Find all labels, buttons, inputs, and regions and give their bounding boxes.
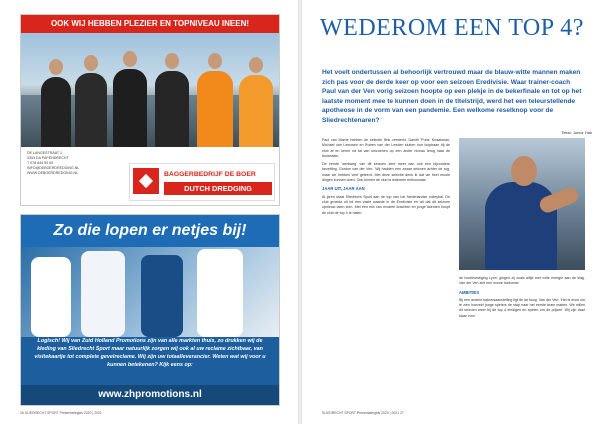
de-boer-logo <box>129 163 275 201</box>
worker-figure <box>75 73 107 147</box>
player-figure <box>81 251 125 337</box>
worker-figure <box>239 75 273 147</box>
worker-figure <box>155 71 189 147</box>
logo-company-name: BAGGERBEDRIJF DE BOER <box>164 171 256 178</box>
promotions-url[interactable]: www.zhpromotions.nl <box>21 385 279 405</box>
article-column-2 <box>459 276 585 408</box>
workers-photo <box>21 33 279 147</box>
worker-figure <box>113 69 147 147</box>
worker-head <box>249 57 263 73</box>
worker-head <box>165 53 179 69</box>
worker-head <box>123 51 137 67</box>
right-page-footer: SLIEDRECHT SPORT Presentatiegids 2020 | 2021 27 <box>322 411 404 415</box>
player-figure <box>31 257 71 337</box>
left-page <box>0 0 298 424</box>
worker-head <box>84 55 98 71</box>
worker-head <box>49 59 63 75</box>
promotions-ad-headline: Zo die lopen er netjes bij! <box>21 215 279 247</box>
contact-line: WWW.DEBOERDREDGING.NL <box>27 171 79 175</box>
coach-photo <box>459 138 585 270</box>
players-photo <box>21 247 279 337</box>
dredging-ad <box>20 14 280 206</box>
promotions-message: Logisch! Wij van Zuid Holland Promotions zijn van alle markten thuis, zo drukken wij de kleding van Sliedrecht Sport maar natuurlijk zorgen wij ook al uw reclame zichtbaar, van visitekaartje tot complete gevelreclame. Wij zijn uw totaalleverancier. Weten wat wij voor u kunnen betekenen? Kijk eens op: <box>34 338 266 368</box>
logo-tagline: DUTCH DREDGING <box>164 182 272 195</box>
worker-figure <box>41 77 71 147</box>
article-paragraph: Paul van Marrie hebben de selectie flink versterkt. Daniël 'Puhs' Knaakman, Michael van Leeuwen en Ruben van der Leeden sluiten hun loopbaan bij de club af en keren na tal van seizoenen op een ander niveau terug naar de thuisbasis. <box>322 138 450 158</box>
article-paragraph: de hoofdvestiging Lyon, gingen zij zoals altijd met volle energie aan de slag. Van der Ven ziet een mooie toekomst. <box>459 276 585 286</box>
dredging-ad-headline: OOK WIJ HEBBEN PLEZIER EN TOPNIVEAU INEEN! <box>21 15 279 33</box>
article-lead: Het voelt ondertussen al behoorlijk vertrouwd maar de blauw-witte mannen maken zich pas voor de derde keer op voor een seizoen Eredivisie. Waar trainer-coach Paul van der Ven vorig seizoen hoopte op een plekje in de bekerfinale en tot op het laatste moment mee te kunnen doen in de titelstrijd, werd het een teleurstellende apotheose in de vorm van een pandemie. Een welkome reselknop voor de Sliedrechtenaren? <box>322 69 582 124</box>
promotions-ad <box>20 214 280 406</box>
dredging-contact <box>27 151 117 176</box>
article-column-1 <box>322 138 450 408</box>
logo-mark-icon <box>133 168 159 194</box>
contact-line: T 078 644 90 00 <box>27 161 54 165</box>
article-paragraph: Al jaren staat Sliedrecht Sport aan de top van het Nederlandse volleybal. De club groeide uit tot een vaste waarde in de Eredivisie en wil dat dit seizoen opnieuw laten zien. Met een mix van ervaren krachten en jonge talenten hoopt de club de top 4 te halen. <box>322 194 450 215</box>
worker-figure <box>197 71 233 147</box>
contact-line: INFO@DEBOERDREDGING.NL <box>27 166 80 170</box>
coach-head <box>511 156 537 186</box>
worker-head <box>208 53 222 69</box>
contact-line: DE LANGESTRAAT 1 <box>27 151 63 155</box>
article-subheading: AMBITIES <box>459 289 480 295</box>
article-paragraph: Bij een andere trainersaanstelling ligt de lat hoog. Van der Ven: 'Het is mooi om te zien hoeveel jonge spelers de stap naar het eerste team maken. We willen dit seizoen weer bij de top 4 eindigen en spelen om de prijzen. Wij zijn daar klaar voor.' <box>459 297 585 318</box>
contact-line: 3353 DA PAPENDRECHT <box>27 156 69 160</box>
article-byline: Tekst: Junior Hak <box>561 130 592 135</box>
article-paragraph: De eerste 'werkweg' van dit seizoen kent meer dan ooit een bijzondere bezetting. Gordon van der Ven: 'Wij hadden een zwaar seizoen achter de rug, maar we hebben veel geleerd. Met deze selectie denk ik dat we heel mooie dingen kunnen doen. Ook binnen de club is iedereen enthousiast.' <box>322 162 450 183</box>
player-figure <box>141 255 183 337</box>
player-figure <box>197 249 243 337</box>
article-title: WEDEROM EEN TOP 4? <box>320 15 584 41</box>
article-subheading: JAAR UIT, JAAR AAN <box>322 186 365 192</box>
left-page-footer: 26 SLIEDRECHT SPORT Presentatiegids 2020 | 2021 <box>20 411 102 415</box>
